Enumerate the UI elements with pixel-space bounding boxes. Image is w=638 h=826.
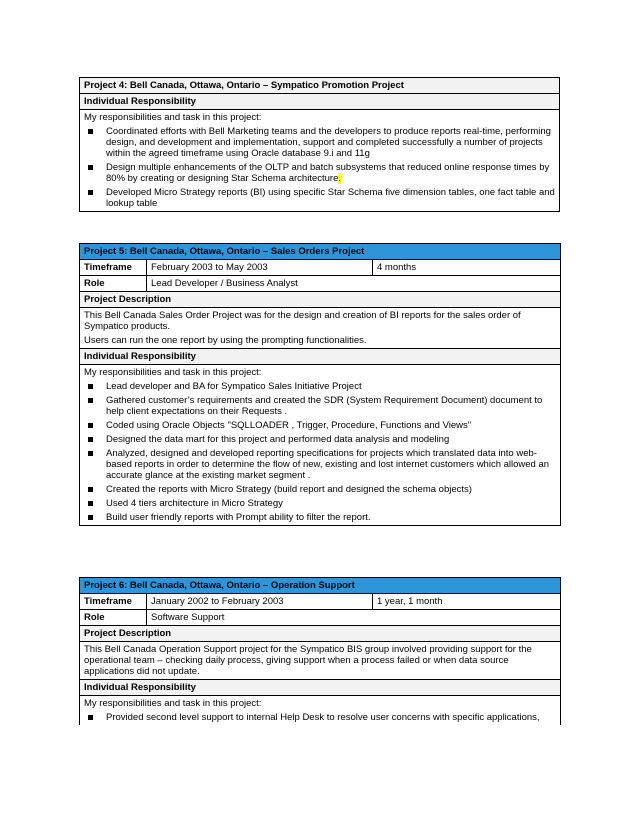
project-4-resp-heading: Individual Responsibility bbox=[80, 94, 560, 110]
project-6-timeframe-value: January 2002 to February 2003 bbox=[147, 594, 373, 610]
project-6-title: Project 6: Bell Canada, Ottawa, Ontario – Operation Support bbox=[80, 578, 561, 594]
highlight-mark: . bbox=[338, 173, 341, 184]
project-6-role-value: Software Support bbox=[147, 610, 561, 626]
project-5-resp-intro: My responsibilities and task in this project: bbox=[84, 367, 262, 378]
project-4-title: Project 4: Bell Canada, Ottawa, Ontario – Sympatico Promotion Project bbox=[80, 78, 560, 94]
list-item: Provided second level support to internal Help Desk to resolve user concerns with specific applications, bbox=[84, 712, 556, 723]
project-4-table bbox=[79, 77, 560, 212]
project-6-resp-heading: Individual Responsibility bbox=[80, 680, 561, 696]
project-6-resp-list bbox=[84, 712, 556, 723]
project-5-table bbox=[79, 243, 561, 526]
project-6-desc-cell bbox=[80, 642, 561, 680]
project-5-desc-heading: Project Description bbox=[80, 292, 561, 308]
project-6-desc-heading: Project Description bbox=[80, 626, 561, 642]
project-5-resp-list bbox=[84, 381, 556, 523]
project-6-desc-1: This Bell Canada Operation Support project for the Sympatico BIS group involved providing support for the operational team – checking daily process, giving support when a process failed or when data source applications did not update. bbox=[84, 644, 532, 677]
list-item: Gathered customer’s requirements and created the SDR (System Requirement Document) document to help client expectations on their Requests . bbox=[84, 395, 556, 417]
project-5-timeframe-value: February 2003 to May 2003 bbox=[147, 260, 373, 276]
list-item: Analyzed, designed and developed reporting specifications for projects which translated data into web-based reports in order to determine the flow of new, existing and lost internet customers which allowed an accurate glance at the existing market segment . bbox=[84, 448, 556, 481]
project-5-title: Project 5: Bell Canada, Ottawa, Ontario – Sales Orders Project bbox=[80, 244, 561, 260]
project-6-resp-cell bbox=[80, 696, 561, 726]
list-item: Designed the data mart for this project and performed data analysis and modeling bbox=[84, 434, 556, 445]
project-6-table bbox=[79, 577, 561, 725]
project-5-resp-heading: Individual Responsibility bbox=[80, 349, 561, 365]
project-4-resp-intro: My responsibilities and task in this project: bbox=[84, 112, 262, 123]
project-6-resp-intro: My responsibilities and task in this project: bbox=[84, 698, 262, 709]
project-6-timeframe-label: Timeframe bbox=[80, 594, 147, 610]
project-5-role-value: Lead Developer / Business Analyst bbox=[147, 276, 561, 292]
list-item: Used 4 tiers architecture in Micro Strategy bbox=[84, 498, 556, 509]
project-4-resp-cell bbox=[80, 110, 560, 212]
project-5-desc-2: Users can run the one report by using the prompting functionalities. bbox=[84, 335, 367, 346]
list-item: Coordinated efforts with Bell Marketing teams and the developers to produce reports real-time, performing design, and development and implementation, support and completed successfully a number of projects within the agreed timeframe using Oracle database 9.i and 11g bbox=[84, 126, 555, 159]
project-5-resp-cell bbox=[80, 365, 561, 526]
project-4-resp-list bbox=[84, 126, 555, 209]
list-item: Coded using Oracle Objects "SQLLOADER , Trigger, Procedure, Functions and Views" bbox=[84, 420, 556, 431]
list-item bbox=[84, 162, 555, 184]
list-item: Created the reports with Micro Strategy (build report and designed the schema objects) bbox=[84, 484, 556, 495]
project-5-desc-cell bbox=[80, 308, 561, 349]
project-5-desc-1: This Bell Canada Sales Order Project was for the design and creation of BI reports for the sales order of Sympatico products. bbox=[84, 310, 521, 332]
list-item: Lead developer and BA for Sympatico Sales Initiative Project bbox=[84, 381, 556, 392]
project-6-role-label: Role bbox=[80, 610, 147, 626]
project-5-role-label: Role bbox=[80, 276, 147, 292]
list-item: Developed Micro Strategy reports (BI) using specific Star Schema five dimension tables, one fact table and lookup table bbox=[84, 187, 555, 209]
list-item: Build user friendly reports with Prompt ability to filter the report. bbox=[84, 512, 556, 523]
project-5-duration: 4 months bbox=[373, 260, 561, 276]
project-6-duration: 1 year, 1 month bbox=[373, 594, 561, 610]
project-5-timeframe-label: Timeframe bbox=[80, 260, 147, 276]
list-item-text: Design multiple enhancements of the OLTP and batch subsystems that reduced online response times by 80% by creating or designing Star Schema architecture bbox=[106, 162, 550, 184]
